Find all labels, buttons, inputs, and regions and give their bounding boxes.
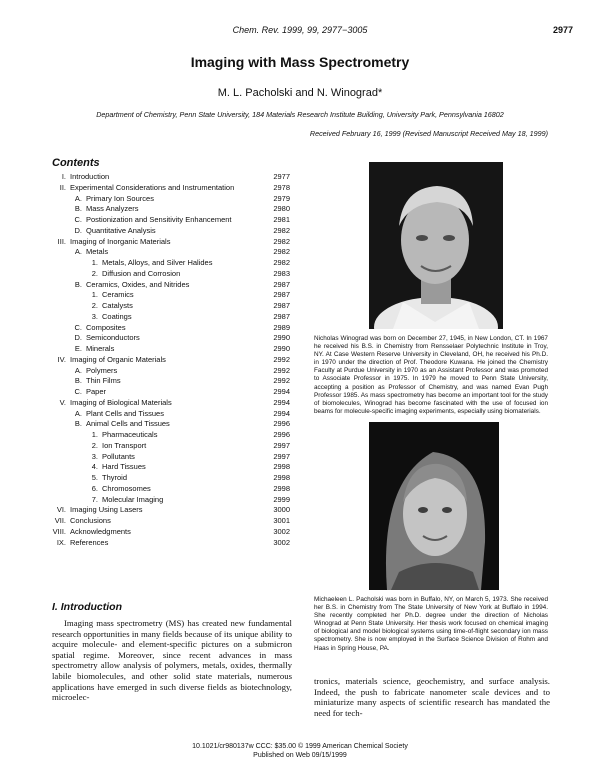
article-title: Imaging with Mass Spectrometry — [190, 54, 410, 70]
toc-entry-page: 2990 — [273, 333, 290, 343]
toc-entry — [52, 237, 290, 248]
toc-entry-page: 2992 — [273, 365, 290, 375]
toc-entry-number: E. — [74, 344, 82, 353]
toc-entry-label: Polymers — [86, 365, 118, 375]
toc-entry-label: Conclusions — [70, 516, 111, 525]
page-footer — [0, 742, 600, 760]
toc-entry-page: 2977 — [273, 172, 290, 181]
toc-entry — [52, 247, 290, 258]
toc-entry-number: VII. — [54, 516, 66, 525]
toc-entry-number: 2. — [91, 268, 98, 278]
toc-entry — [52, 452, 290, 463]
toc-entry-label: Mass Analyzers — [86, 204, 139, 214]
toc-entry-number: VI. — [56, 505, 66, 515]
toc-entry-number: V. — [59, 397, 66, 407]
toc-entry-page: 2983 — [273, 268, 290, 278]
toc-entry-label: Imaging of Biological Materials — [70, 397, 172, 407]
toc-entry-number: C. — [74, 215, 82, 224]
toc-entry-page: 2998 — [273, 483, 290, 493]
toc-entry — [52, 366, 290, 377]
toc-entry-number: A. — [74, 365, 82, 375]
toc-entry-page: 2978 — [273, 182, 290, 192]
toc-entry-page: 2982 — [273, 236, 290, 246]
toc-entry-number: C. — [74, 322, 82, 332]
contents-heading: Contents — [52, 157, 100, 169]
toc-entry-label: Imaging of Organic Materials — [70, 354, 166, 364]
toc-entry-page: 2998 — [273, 473, 290, 482]
toc-entry-number: 4. — [91, 462, 98, 472]
toc-entry-page: 2997 — [273, 440, 290, 450]
toc-entry — [52, 484, 290, 495]
toc-entry-label: Catalysts — [102, 301, 133, 310]
received-dates: Received February 16, 1999 (Revised Manuscript Received May 18, 1999) — [309, 129, 548, 138]
toc-entry-page: 2996 — [273, 430, 290, 439]
author-affiliation: Department of Chemistry, Penn State University, 184 Materials Research Institute Building, University Park, Pennsylvania 16802 — [96, 110, 504, 119]
toc-entry-page: 2987 — [273, 290, 290, 300]
toc-entry — [52, 387, 290, 398]
article-authors: M. L. Pacholski and N. Winograd* — [217, 87, 383, 99]
toc-entry-page: 2998 — [273, 462, 290, 472]
toc-entry-number: IV. — [57, 354, 66, 364]
toc-entry — [52, 280, 290, 291]
toc-entry — [52, 344, 290, 355]
toc-entry-page: 2989 — [273, 322, 290, 332]
toc-entry — [52, 194, 290, 205]
web-publication-date: Published on Web 09/15/1999 — [253, 752, 347, 759]
toc-entry — [52, 301, 290, 312]
toc-entry — [52, 269, 290, 280]
toc-entry-number: 5. — [91, 473, 98, 482]
toc-entry-number: 1. — [91, 290, 98, 300]
toc-entry-number: B. — [74, 419, 82, 429]
toc-entry-label: Semiconductors — [86, 333, 140, 343]
toc-entry-number: B. — [74, 279, 82, 289]
toc-entry-page: 2980 — [273, 204, 290, 214]
toc-entry-number: IX. — [56, 537, 66, 547]
pacholski-photo — [369, 422, 499, 590]
toc-entry-number: 2. — [91, 301, 98, 310]
toc-entry-label: Plant Cells and Tissues — [86, 408, 164, 418]
toc-entry — [52, 473, 290, 484]
toc-entry — [52, 505, 290, 516]
toc-entry — [52, 419, 290, 430]
toc-entry — [52, 183, 290, 194]
toc-entry-number: A. — [74, 247, 82, 257]
toc-entry — [52, 538, 290, 549]
toc-entry — [52, 527, 290, 538]
toc-entry-page: 2996 — [273, 419, 290, 429]
table-of-contents — [52, 172, 290, 548]
toc-entry-label: Ion Transport — [102, 440, 147, 450]
toc-entry-label: Primary Ion Sources — [86, 193, 154, 203]
toc-entry-number: 6. — [91, 483, 98, 493]
toc-entry — [52, 376, 290, 387]
toc-entry-label: Introduction — [70, 172, 110, 181]
toc-entry-number: VIII. — [52, 526, 66, 536]
toc-entry-label: Hard Tissues — [102, 462, 146, 472]
toc-entry-label: Composites — [86, 322, 126, 332]
toc-entry-label: Coatings — [102, 311, 132, 321]
toc-entry-label: Experimental Considerations and Instrumentation — [70, 182, 235, 192]
toc-entry-number: 3. — [91, 451, 98, 461]
toc-entry-label: Imaging Using Lasers — [70, 505, 143, 515]
toc-entry-number: II. — [59, 182, 66, 192]
toc-entry-label: Pollutants — [102, 451, 135, 461]
toc-entry-label: Molecular Imaging — [102, 494, 164, 504]
introduction-body: Imaging mass spectrometry (MS) has created new fundamental research opportunities in many fields because of its unique ability to acquire molecule- and element-specific pictures on a submicron spatial regime. Moreover, since recent advances in mass spectrometry allow analysis of polymers, metals, oxides, thermally labile biomolecules, and other solid state materials, numerous applications have emerged in such diverse fields as biotechnology, microelec- — [52, 618, 292, 703]
toc-entry-label: Minerals — [86, 344, 115, 353]
toc-entry — [52, 258, 290, 269]
winograd-photo — [369, 162, 503, 329]
toc-entry — [52, 204, 290, 215]
toc-entry-page: 3001 — [273, 516, 290, 525]
toc-entry-label: References — [70, 537, 109, 547]
toc-entry — [52, 516, 290, 527]
toc-entry-page: 3002 — [273, 537, 290, 547]
toc-entry-number: 2. — [91, 440, 98, 450]
toc-entry — [52, 290, 290, 301]
toc-entry-number: D. — [74, 225, 82, 235]
toc-entry — [52, 215, 290, 226]
toc-entry-number: III. — [57, 236, 66, 246]
toc-entry-label: Postionization and Sensitivity Enhancement — [86, 215, 232, 224]
toc-entry-page: 2990 — [273, 344, 290, 353]
toc-entry — [52, 226, 290, 237]
toc-entry-label: Metals — [86, 247, 109, 257]
toc-entry-label: Diffusion and Corrosion — [102, 268, 181, 278]
toc-entry-number: A. — [74, 193, 82, 203]
toc-entry-label: Acknowledgments — [70, 526, 131, 536]
toc-entry-label: Imaging of Inorganic Materials — [70, 236, 171, 246]
toc-entry — [52, 172, 290, 183]
toc-entry-number: 1. — [91, 430, 98, 439]
page-number: 2977 — [552, 25, 573, 35]
toc-entry-number: 1. — [91, 258, 98, 267]
introduction-continued: tronics, materials science, geochemistry, and surface analysis. Indeed, the push to fabricate nanometer scale devices and to miniaturize many aspects of scientific research has mandated the need for tech- — [314, 676, 550, 718]
toc-entry-label: Quantitative Analysis — [86, 225, 156, 235]
toc-entry — [52, 430, 290, 441]
toc-entry-page: 2987 — [273, 301, 290, 310]
toc-entry-number: 7. — [91, 494, 98, 504]
introduction-heading: I. Introduction — [52, 601, 122, 613]
toc-entry-number: I. — [61, 172, 66, 181]
toc-entry-page: 2997 — [273, 451, 290, 461]
toc-entry-page: 2982 — [273, 247, 290, 257]
toc-entry — [52, 409, 290, 420]
toc-entry — [52, 462, 290, 473]
toc-entry-label: Metals, Alloys, and Silver Halides — [102, 258, 213, 267]
toc-entry-label: Ceramics — [102, 290, 134, 300]
toc-entry — [52, 323, 290, 334]
toc-entry — [52, 355, 290, 366]
toc-entry-label: Pharmaceuticals — [102, 430, 158, 439]
toc-entry — [52, 441, 290, 452]
toc-entry-number: D. — [74, 333, 82, 343]
toc-entry-page: 2994 — [273, 408, 290, 418]
toc-entry-label: Ceramics, Oxides, and Nitrides — [86, 279, 190, 289]
toc-entry-number: B. — [74, 204, 82, 214]
toc-entry-page: 2982 — [273, 258, 290, 267]
toc-entry-page: 2999 — [273, 494, 290, 504]
toc-entry-page: 3002 — [273, 526, 290, 536]
journal-citation: Chem. Rev. 1999, 99, 2977−3005 — [232, 25, 368, 35]
toc-entry-label: Paper — [86, 387, 107, 396]
toc-entry-label: Thyroid — [102, 473, 128, 482]
toc-entry-number: A. — [74, 408, 82, 418]
toc-entry-page: 2987 — [273, 311, 290, 321]
toc-entry-page: 2994 — [273, 397, 290, 407]
toc-entry — [52, 312, 290, 323]
toc-entry-page: 2982 — [273, 225, 290, 235]
toc-entry-page: 2979 — [273, 193, 290, 203]
toc-entry-page: 3000 — [273, 505, 290, 515]
toc-entry-label: Animal Cells and Tissues — [86, 419, 170, 429]
toc-entry-label: Thin Films — [86, 376, 121, 386]
toc-entry-page: 2994 — [273, 387, 290, 396]
toc-entry-page: 2987 — [273, 279, 290, 289]
winograd-biography: Nicholas Winograd was born on December 27, 1945, in New London, CT. In 1967 he received his B.S. in Chemistry from Rensselaer Polytechnic Institute in Troy, NY. At Case Western Reserve University in Cleveland, OH, he received his Ph.D. in 1970 under the direction of Prof. Theodore Kuwana. He joined the Chemistry Faculty at Purdue University in 1970 as an Assistant Professor and was promoted to Associate Professor in 1975. In 1979 he moved to Penn State University, accepting a position as Professor of Chemistry, and was named Evan Pugh Professor 1985. As mass spectrometry has become an important tool for the study of biomolecules, Winograd has become fascinated with the use of focused ion beams for molecule-specific imaging experiments, especially using biomaterials. — [314, 335, 548, 415]
toc-entry — [52, 495, 290, 506]
toc-entry-number: C. — [74, 387, 82, 396]
toc-entry-label: Chromosomes — [102, 483, 151, 493]
toc-entry — [52, 398, 290, 409]
pacholski-biography: Michaeleen L. Pacholski was born in Buffalo, NY, on March 5, 1973. She received her B.S. in Chemistry from The State University of New York at Buffalo in 1994. She recently completed her Ph.D. degree under the direction of Nicholas Winograd at Penn State University. Her thesis work focused on chemical imaging of biological and model biological systems using time-of-flight secondary ion mass spectrometry. She is now employed in the Surface Science Division of Rohm and Haas in Spring House, PA. — [314, 596, 548, 652]
toc-entry-page: 2992 — [273, 354, 290, 364]
toc-entry — [52, 333, 290, 344]
toc-entry-number: B. — [74, 376, 82, 386]
toc-entry-page: 2992 — [273, 376, 290, 386]
doi-copyright-line: 10.1021/cr980137w CCC: $35.00 © 1999 American Chemical Society — [192, 743, 408, 750]
toc-entry-number: 3. — [91, 311, 98, 321]
toc-entry-page: 2981 — [273, 215, 290, 224]
